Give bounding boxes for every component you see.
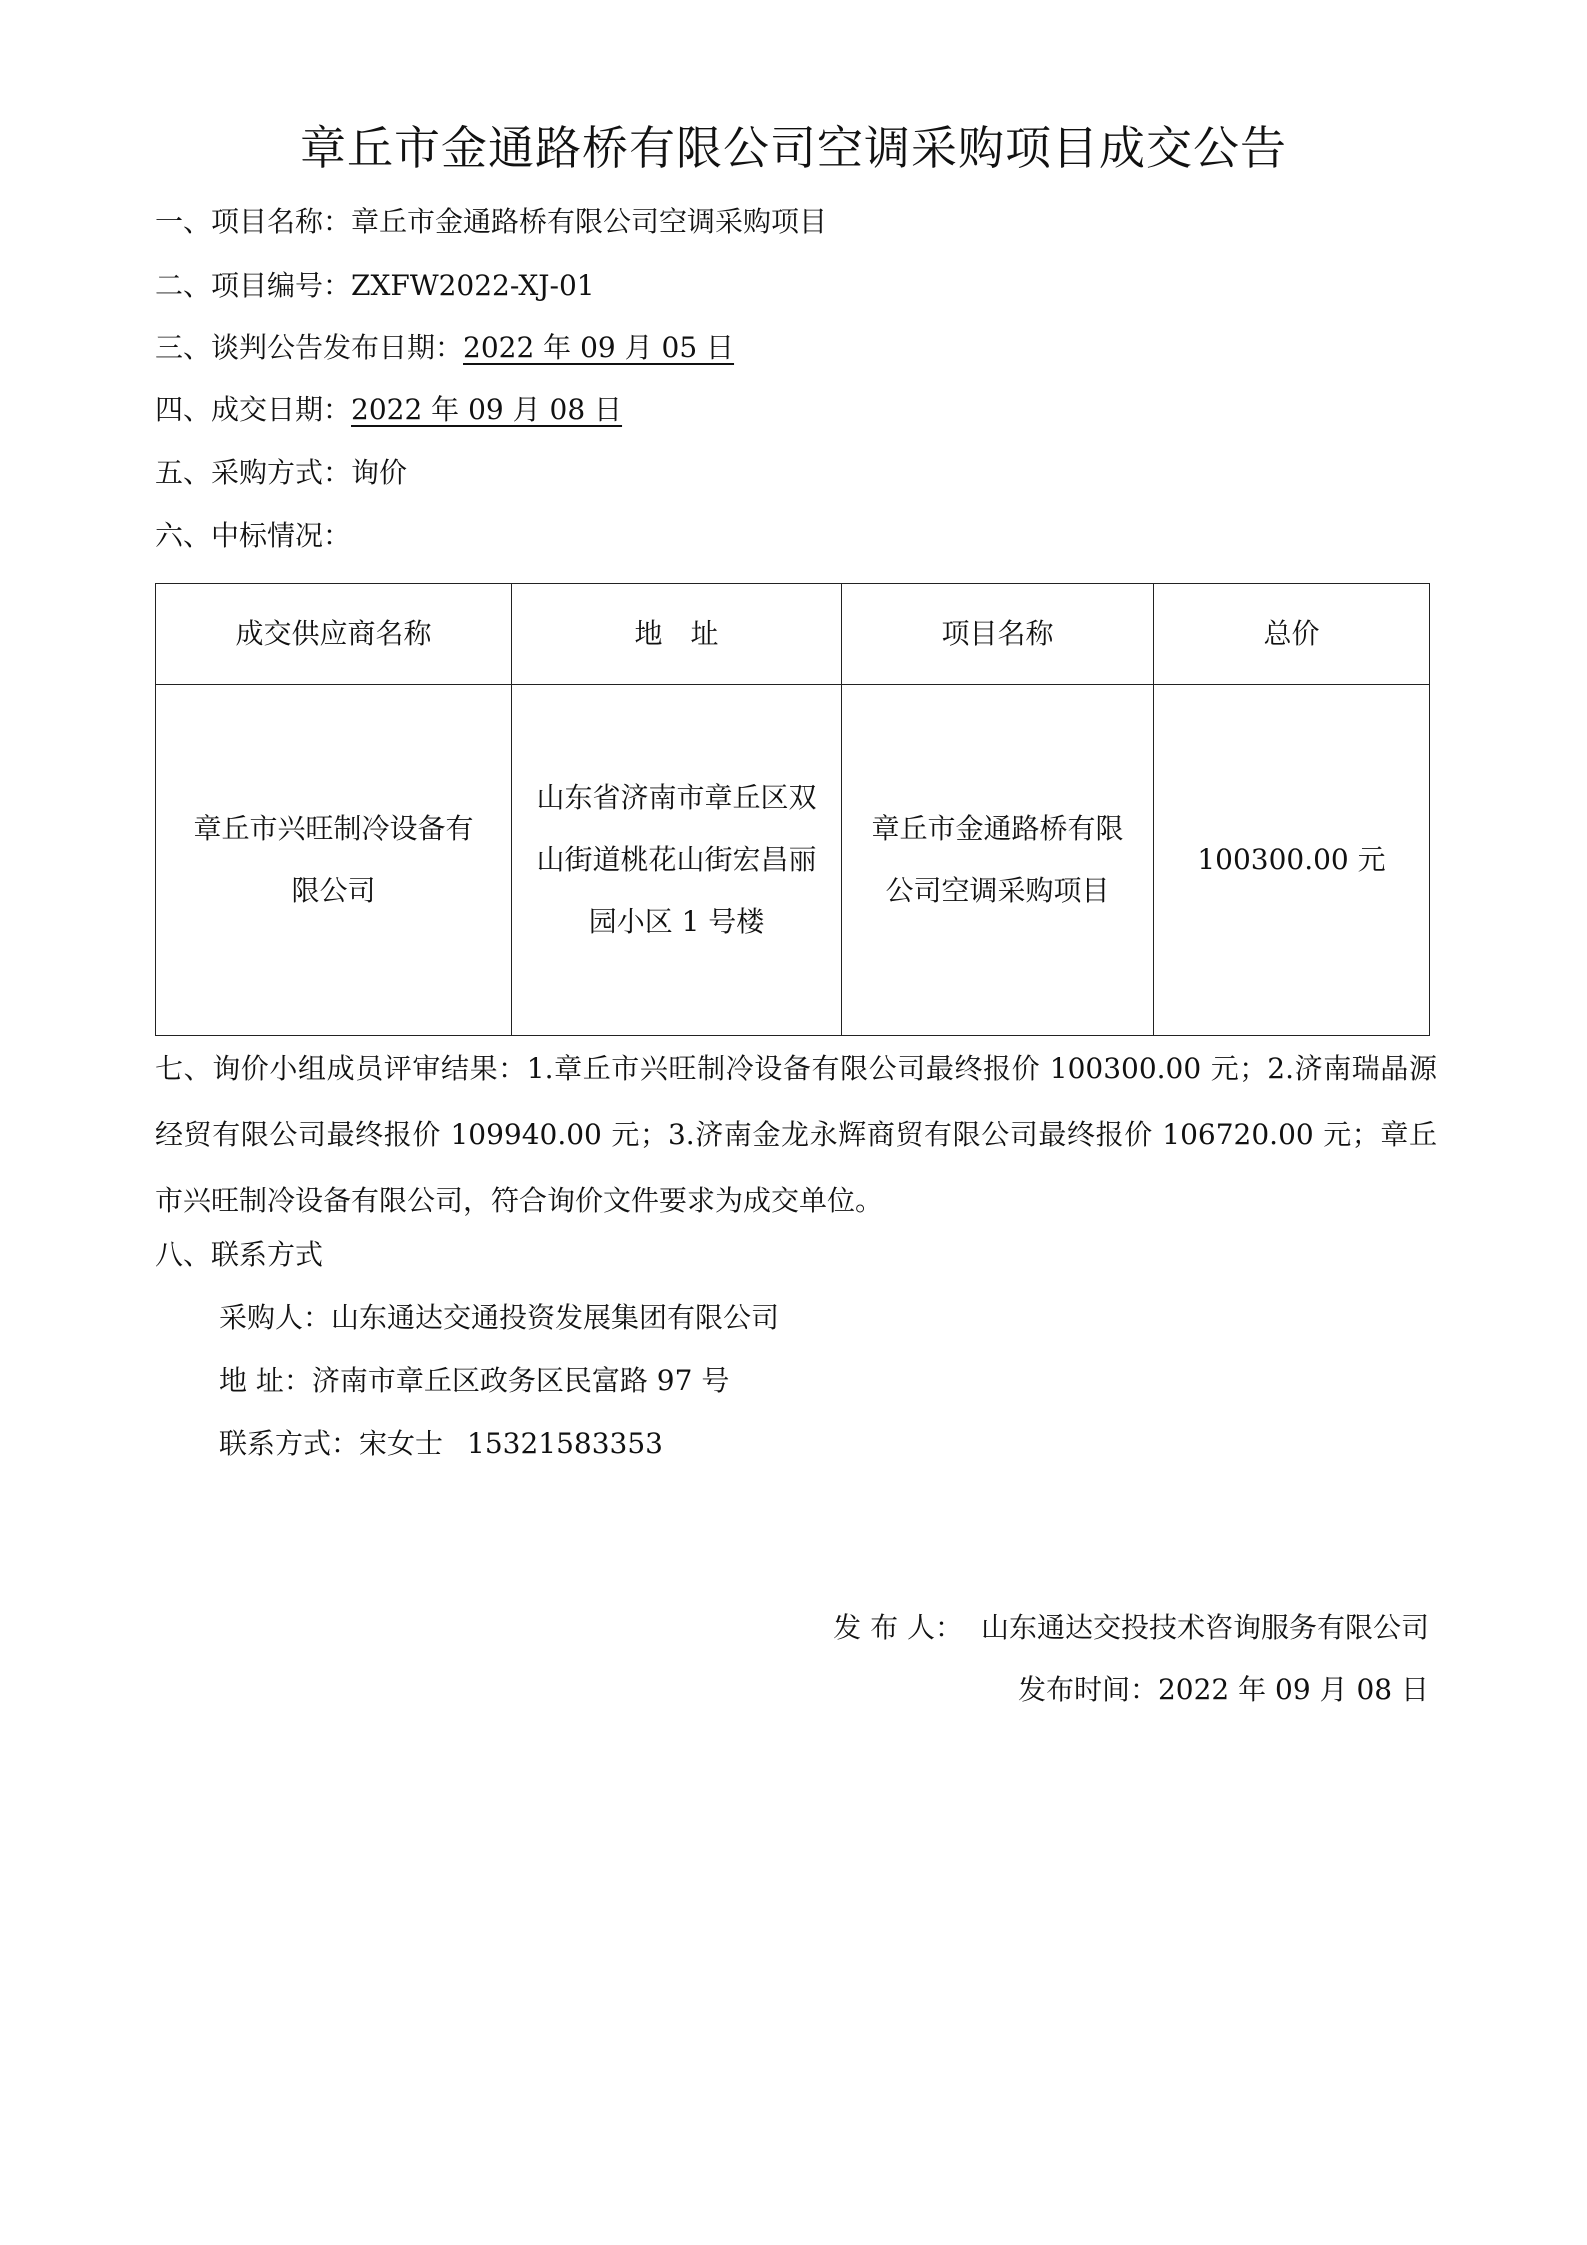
evaluation-result: 七、询价小组成员评审结果：1.章丘市兴旺制冷设备有限公司最终报价 100300.00 元；2.济南瑞晶源经贸有限公司最终报价 109940.00 元；3.济南金龙永辉商贸有限公司最终报价 106720.00 元；章丘市兴旺制冷设备有限公司，符合询价文件要求为成交单位。 xyxy=(155,1052,1437,1217)
award-table xyxy=(155,583,1430,1036)
contact-label: 联系方式：宋女士 xyxy=(219,1427,444,1460)
deal-date-line xyxy=(155,390,622,430)
header-total: 总价 xyxy=(1154,584,1430,685)
cell-supplier xyxy=(156,685,512,1036)
cell-project xyxy=(842,685,1154,1036)
publisher-name: 山东通达交投技术咨询服务有限公司 xyxy=(980,1611,1429,1644)
announcement-date-label: 三、谈判公告发布日期： xyxy=(155,331,464,364)
cell-address xyxy=(512,685,842,1036)
cell-total xyxy=(1154,685,1430,1036)
project-number-value: ZXFW2022-XJ-01 xyxy=(351,269,595,302)
contact-heading: 八、联系方式 xyxy=(155,1238,324,1271)
header-address: 地 址 xyxy=(512,584,842,685)
procurement-method-value: 询价 xyxy=(351,456,408,489)
procurement-method-line xyxy=(155,453,407,493)
deal-date-value: 2022 年 09 月 08 日 xyxy=(351,393,623,426)
announcement-date-value: 2022 年 09 月 05 日 xyxy=(463,331,735,364)
project-name-label: 一、项目名称： xyxy=(155,205,352,238)
page-title: 章丘市金通路桥有限公司空调采购项目成交公告 xyxy=(300,121,1287,175)
project-name-line xyxy=(155,202,827,242)
project-number-label: 二、项目编号： xyxy=(155,269,352,302)
publisher-line xyxy=(833,1608,1429,1648)
contact-phone: 15321583353 xyxy=(467,1427,663,1460)
deal-date-label: 四、成交日期： xyxy=(155,393,352,426)
total-price: 100300.00 元 xyxy=(1197,843,1386,876)
project-name: 章丘市金通路桥有限公司空调采购项目 xyxy=(871,812,1124,907)
address-line: 地 址：济南市章丘区政务区民富路 97 号 xyxy=(219,1364,730,1397)
award-status-heading: 六、中标情况： xyxy=(155,519,352,552)
header-supplier: 成交供应商名称 xyxy=(156,584,512,685)
table-row xyxy=(156,685,1430,1036)
publish-time: 发布时间：2022 年 09 月 08 日 xyxy=(1017,1673,1429,1706)
purchaser-line: 采购人：山东通达交通投资发展集团有限公司 xyxy=(219,1301,780,1334)
supplier-address: 山东省济南市章丘区双山街道桃花山街宏昌丽园小区 1 号楼 xyxy=(536,781,817,938)
project-name-value: 章丘市金通路桥有限公司空调采购项目 xyxy=(351,205,828,238)
table-header-row xyxy=(156,584,1430,685)
supplier-name: 章丘市兴旺制冷设备有限公司 xyxy=(193,812,474,907)
contact-line xyxy=(219,1424,663,1464)
project-number-line xyxy=(155,266,595,306)
header-project: 项目名称 xyxy=(842,584,1154,685)
publisher-label: 发 布 人： xyxy=(833,1611,963,1644)
procurement-method-label: 五、采购方式： xyxy=(155,456,352,489)
announcement-date-line xyxy=(155,328,734,368)
